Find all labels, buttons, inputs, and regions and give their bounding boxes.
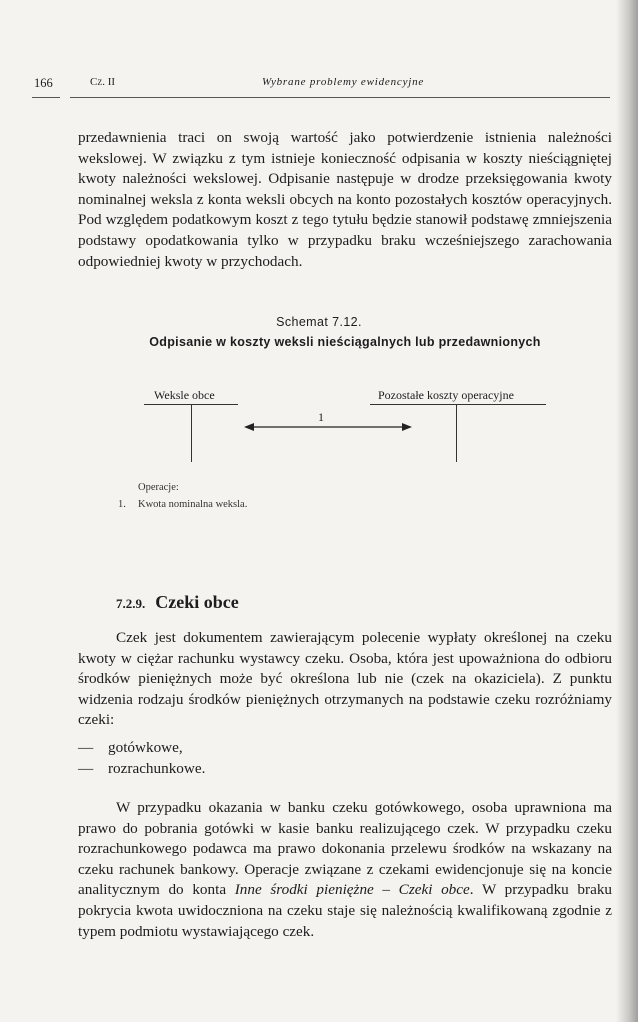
cheque-types-list: [78, 737, 205, 779]
list-item: [78, 758, 205, 779]
account-name-left: Weksle obce: [154, 388, 215, 402]
section-heading: [116, 592, 239, 613]
account-name-right: Pozostałe koszty operacyjne: [378, 388, 514, 402]
page-header: [34, 76, 600, 98]
page-number: 166: [34, 76, 53, 90]
header-rule: [70, 97, 610, 98]
schemat-title: Odpisanie w koszty weksli nieściągalnych lub przedawnionych: [149, 335, 541, 349]
list-item: [78, 737, 205, 758]
running-title: Wybrane problemy ewidencyjne: [262, 76, 425, 88]
section-title: Czeki obce: [155, 592, 239, 612]
list-dash: —: [78, 760, 94, 777]
page-edge-shadow: [616, 0, 638, 1022]
chapter-label: Cz. II: [90, 76, 116, 88]
paragraph-cheque-definition: Czek jest dokumentem zawierającym polecenie wypłaty określonej na czeku kwoty w ciężar rachunku wystawcy czeku. Osoba, która jest upoważniona do odbioru środków pieniężnych może być określona lub nie (czek na okaziciela). Z punktu widzenia rodzaju środków pieniężnych otrzymanych na podstawie czeku rozróżniamy czeki:: [78, 629, 612, 729]
operation-number-label: 1: [318, 410, 324, 424]
header-rule-left: [32, 97, 60, 98]
t-account-weksle-obce: [144, 388, 238, 468]
paragraph-text: . W przypadku braku pokrycia kwota uwidoczniona na czeku staje się należnością kwalifikowaną zgodnie z typem podmiotu wystawiającego czek.: [78, 881, 613, 940]
list-item-text: rozrachunkowe.: [108, 760, 206, 777]
section-number: 7.2.9.: [116, 596, 146, 611]
list-item-text: gotówkowe,: [108, 739, 183, 756]
account-name-italic: Inne środki pieniężne – Czeki obce: [234, 881, 470, 899]
operations-label: Operacje:: [138, 482, 179, 493]
paragraph-cheque-processing: [78, 798, 612, 942]
list-dash: —: [78, 739, 94, 756]
t-account-stem: [191, 404, 192, 462]
paragraph-intro: przedawnienia traci on swoją wartość jako potwierdzenie istnienia należności wekslowej. W związku z tym istnieje konieczność odpisania w koszty nieściągniętej kwoty należności wekslowej. Odpisanie następuje w drodze przeksięgowania kwoty nominalnej weksla z konta weksli obcych na konto pozostałych kosztów operacyjnych. Pod względem podatkowym koszt z tego tytułu będzie stanowił podstawę zmniejszenia podstawy opodatkowania tylko w przypadku braku wcześniejszego zarachowania odpowiedniej kwoty w przychodach.: [78, 129, 612, 270]
double-arrow-icon: [244, 412, 412, 432]
t-account-top-line: [370, 404, 546, 405]
operation-number: 1.: [118, 499, 126, 510]
t-account-stem: [456, 404, 457, 462]
schemat-label: Schemat 7.12.: [276, 315, 362, 329]
paragraph-text: W przypadku okazania w banku czeku gotówkowego, osoba uprawniona ma prawo do pobrania gotówki w kasie banku realizującego czek. W przypadku czeku rozrachunkowego podawca ma prawo dokonania przelewu środków na wskazany na czeku rachunek bankowy. Operacje związane z czekami ewidencjonuje się na koncie analitycznym do konta: [78, 799, 612, 899]
operation-text: Kwota nominalna weksla.: [138, 499, 248, 510]
